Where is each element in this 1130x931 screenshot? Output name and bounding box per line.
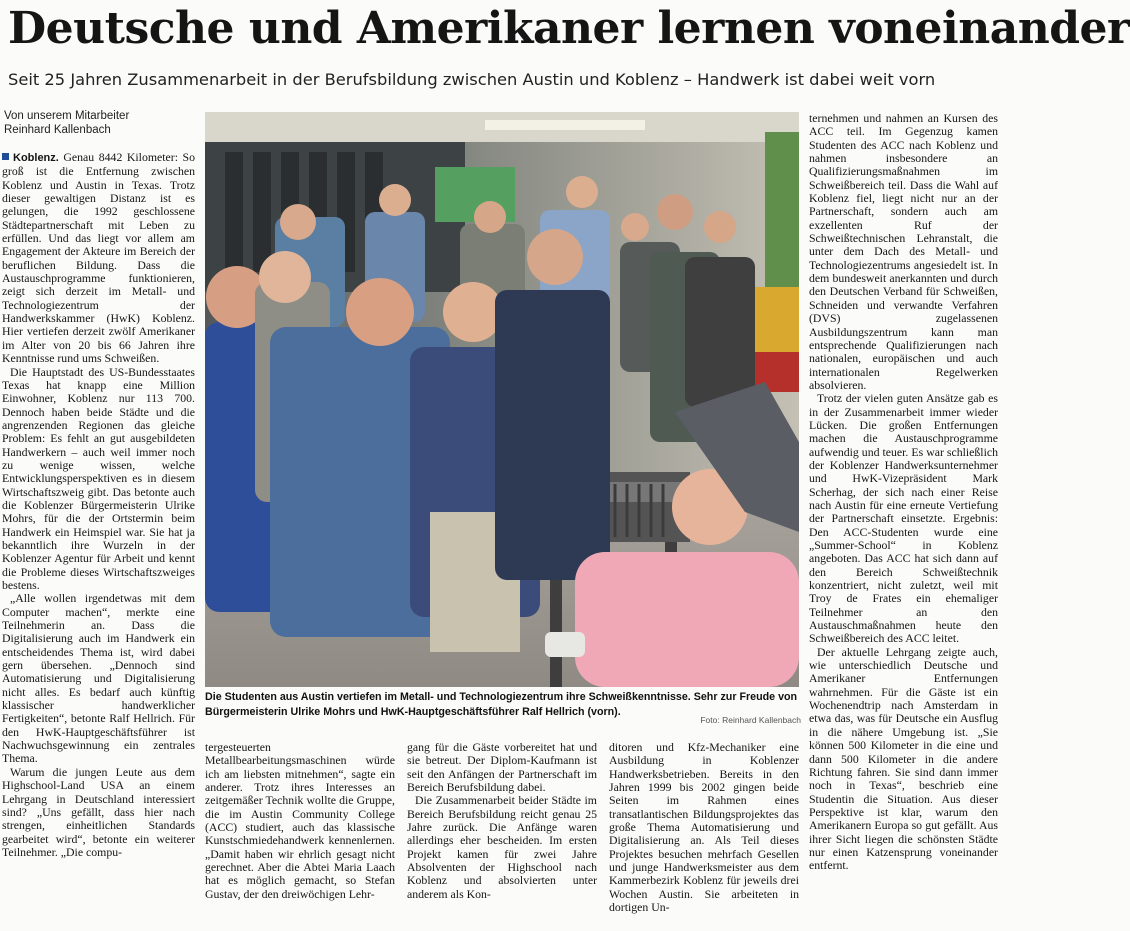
article-column-1 (2, 151, 195, 926)
article-paragraph: Warum die jungen Leute aus dem Highschool-Land USA an einem Lehrgang in Deutschland interessiert sind? „Uns gefällt, dass hier nach strengen, einheitlichen Standards gearbeitet wird“, betonte ein weiterer Teilnehmer. „Die compu- (2, 764, 195, 859)
photo-caption: Die Studenten aus Austin vertiefen im Metall- und Technologiezentrum ihre Schweißkenntnisse. Sehr zur Freude von Bürgermeisterin Ulrike Mohrs und HwK-Hauptgeschäftsführer Ralf Hellrich (vorn). (205, 691, 798, 718)
photo-credit: Foto: Reinhard Kallenbach (700, 715, 801, 725)
article-paragraph: „Alle wollen irgendetwas mit dem Computer machen“, merkte eine Teilnehmerin an. Dass die Digitalisierung auch im Handwerk ein entscheidendes Thema ist, wird dabei gern übersehen. „Dennoch sind Automatisierung und Digitalisierung nicht alles. Es bedarf auch künftig klassischer handwerklicher Fertigkeiten“, betonte Ralf Hellrich. Für den HwK-Hauptgeschäftsführer ist Nachwuchsgewinnung ein zentrales Thema. (2, 591, 195, 766)
article-paragraph (2, 151, 195, 366)
article-paragraph: Die Zusammenarbeit beider Städte im Bereich Berufsbildung reicht genau 25 Jahre zurück. Die Anfänge waren allerdings eher bescheiden. Im ersten Projekt kamen für zwei Jahre Absolventen der Highschool nach Koblenz und absolvierten unter anderem als Kon- (407, 793, 597, 901)
dateline-square-icon (2, 153, 9, 160)
byline-author: Reinhard Kallenbach (4, 124, 111, 136)
article-photo (205, 112, 799, 687)
article-paragraph: Trotz der vielen guten Ansätze gab es in der Zusammenarbeit immer wieder Lücken. Die großen Entfernungen machen die Austauschprogramme aufwendig und teuer. Es war schließlich der Koblenzer Handwerksunternehmer und HwK-Vizepräsident Mark Scherhag, der sich nach einer Reise nach Austin für eine erneute Vertiefung der Partnerschaft einsetzte. Ergebnis: Den ACC-Studenten wurde eine „Summer-School“ in Koblenz angeboten. Das ACC hat sich dann auf den Bereich Schweißtechnik konzentriert, nicht zuletzt, weil mit Troy de Frates ein ehemaliger Teilnehmer an den Austauschmaßnahmen heute den Schweißbereich des ACC leitet. (809, 391, 998, 646)
subheadline: Seit 25 Jahren Zusammenarbeit in der Berufsbildung zwischen Austin und Koblenz – Handwerk ist dabei weit vorn (8, 70, 936, 89)
article-paragraph: tergesteuerten Metallbearbeitungsmaschinen würde ich am liebsten mitnehmen“, sagte ein anderer. Trotz ihres Interesses an zeitgemäßer Technik wollte die Gruppe, die im Austin Community College (ACC) studiert, auch das klassische Kunstschmiedehandwerk kennenlernen. „Damit haben wir ehrlich gesagt nicht gerechnet. Aber die Abtei Maria Laach hat es möglich gemacht, so Stefan Gustav, der den dreiwöchigen Lehr- (205, 740, 395, 901)
article-paragraph: ditoren und Kfz-Mechaniker eine Ausbildung in Koblenzer Handwerksbetrieben. Bereits in den Jahren 1999 bis 2002 gingen beide Seiten im Rahmen eines transatlantischen Bildungsprojektes das große Thema Automatisierung und Digitalisierung an. Als Teil dieses Projektes besuchen mehrfach Gesellen und junge Handwerksmeister aus dem Kammerbezirk Koblenz für jeweils drei Wochen Austin. Sie arbeiteten in dortigen Un- (609, 740, 799, 915)
article-paragraph: gang für die Gäste vorbereitet hat und sie betreut. Der Diplom-Kaufmann ist seit den Anfängen der Partnerschaft im Bereich Berufsbildung dabei. (407, 740, 597, 795)
headline: Deutsche und Amerikaner lernen voneinander (8, 3, 1130, 54)
article-paragraph: ternehmen und nahmen an Kursen des ACC teil. Im Gegenzug kamen Studenten des ACC nach Koblenz und nahmen insbesondere an Qualifizierungsmaßnahmen im Schweißbereich teil. Dass die Wahl auf Koblenz fiel, liegt nicht nur an der Partnerschaft, sondern auch am exzellenten Ruf der Schweißtechnischen Lehranstalt, die unter dem Dach des Metall- und Technologiezentrums angesiedelt ist. In dem bundesweit anerkannten und durch den Deutschen Verband für Schweißen, Schneiden und verwandte Verfahren (DVS) zugelassenen Ausbildungszentrum kann man entsprechende Qualifizierungen nach nationalen, europäischen und auch internationalen Regelwerken absolvieren. (809, 111, 998, 392)
dateline: Koblenz. (13, 152, 59, 164)
byline-intro: Von unserem Mitarbeiter (4, 110, 130, 122)
article-column-5 (809, 112, 998, 922)
article-column-2 (205, 741, 395, 926)
article-paragraph-text: Genau 8442 Kilometer: So groß ist die Entfernung zwischen Koblenz und Austin in Texas. Trotz dieser gewaltigen Distanz ist es gelungen, die 1992 geschlossene Städtepartnerschaft mit Leben zu erfüllen. Und das liegt vor allem am Engagement der Akteure im Bereich der beruflichen Bildung. Dass die Austauschprogramme funktionieren, zeigt sich derzeit im Metall- und Technologiezentrum der Handwerkskammer (HwK) Koblenz. Hier vertiefen derzeit zwölf Amerikaner im Alter von 20 bis 66 Jahren ihre Kenntnisse rund ums Schweißen. (2, 150, 196, 366)
article-column-3 (407, 741, 597, 926)
article-paragraph: Die Hauptstadt des US-Bundesstaates Texas hat knapp eine Million Einwohner, Koblenz nur 113 700. Dennoch haben beide Städte und die angrenzenden Regionen das gleiche Problem: Es fehlt an gut ausgebildeten Handwerkern – auch weil immer noch zu wenige wissen, welche Entwicklungsperspektiven es in diesem Wirtschaftszweig gibt. Das betonte auch die Koblenzer Bürgermeisterin Ulrike Mohrs, für die der Ortstermin beim Handwerk ein Heimspiel war. Sie hat ja bekanntlich ihre Wurzeln in der Koblenzer Agentur für Arbeit und kennt die Probleme dieses Wirtschaftszweiges bestens. (2, 364, 195, 592)
group-photo-welding-workshop-icon (205, 112, 799, 687)
article-paragraph: Der aktuelle Lehrgang zeigte auch, wie unterschiedlich Deutsche und Amerikaner Entfernungen wahrnehmen. Für die Gäste ist ein Wochenendtrip nach Amsterdam in etwa das, was für Deutsche ein Ausflug in die nähere Umgebung ist. „Sie können 500 Kilometer in die eine und dann 500 Kilometer in die andere Richtung fahren. Sie sind dann immer noch in Texas“, beschrieb eine Studentin die Situation. Aus dieser Perspektive ist klar, warum den Amerikanern Europa so gut gefällt. Aus ihrer Sicht liegen die schönsten Städte nur einen Katzensprung voneinander entfernt. (809, 644, 998, 873)
article-column-4 (609, 741, 799, 926)
byline (4, 109, 204, 137)
